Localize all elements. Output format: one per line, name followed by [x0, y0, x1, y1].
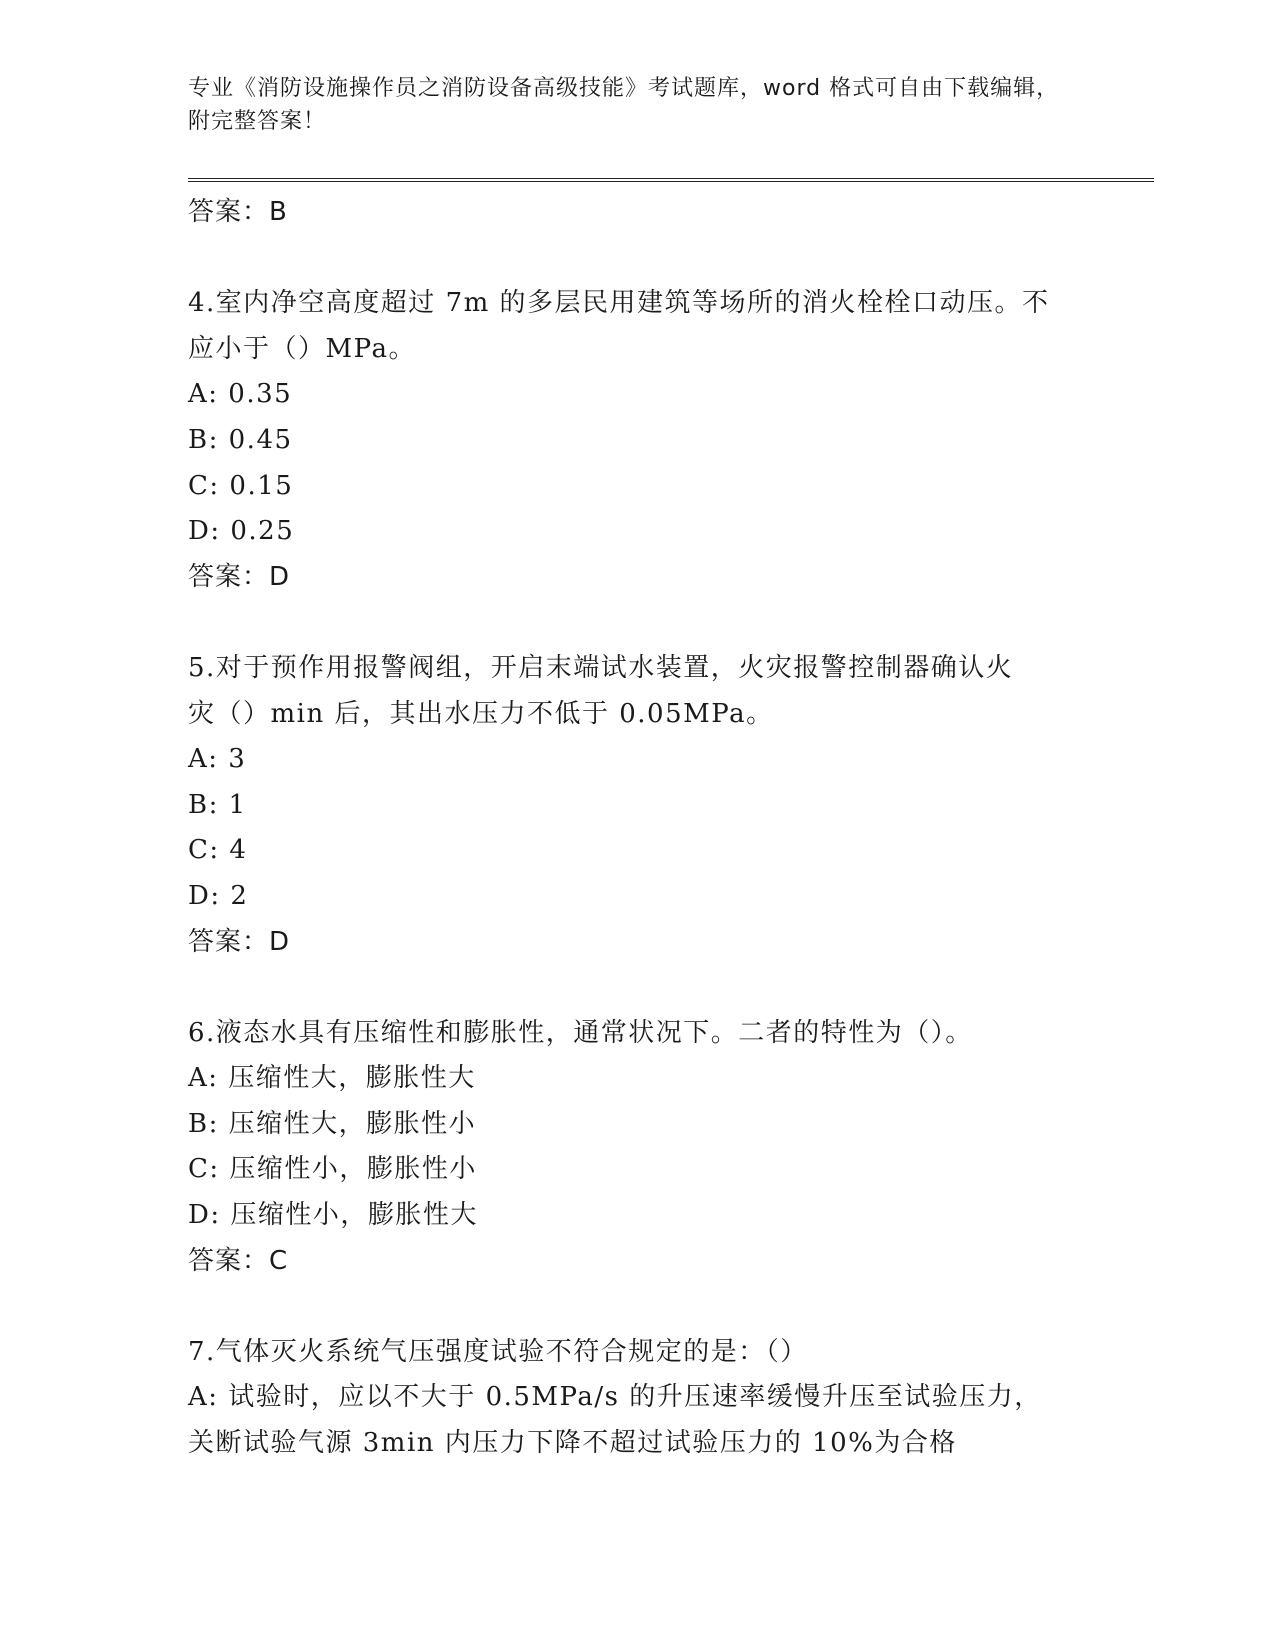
option-d: D: 0.25 [188, 516, 295, 547]
option-d: D: 2 [188, 880, 249, 911]
document-body [188, 190, 1088, 1467]
answer-line: 答案：C [188, 1245, 289, 1276]
option-b: B: 压缩性大，膨胀性小 [188, 1108, 477, 1139]
option-a: A: 压缩性大，膨胀性大 [188, 1063, 476, 1094]
option-c: C: 4 [188, 835, 248, 866]
answer-line: 答案：B [188, 197, 288, 227]
spacer [188, 1284, 1088, 1330]
question-text: 4.室内净空高度超过 7m 的多层民用建筑等场所的消火栓栓口动压。不 [188, 288, 1050, 319]
question-text: 应小于（）MPa。 [188, 333, 416, 364]
option-d: D: 压缩性小，膨胀性大 [188, 1200, 478, 1231]
option-a-continued: 关断试验气源 3min 内压力下降不超过试验压力的 10%为合格 [188, 1428, 957, 1459]
question-text: 灾（）min 后，其出水压力不低于 0.05MPa。 [188, 698, 774, 729]
answer-line: 答案：D [188, 926, 291, 957]
question-text: 5.对于预作用报警阀组，开启末端试水装置，火灾报警控制器确认火 [188, 652, 1014, 683]
option-b: B: 0.45 [188, 424, 293, 455]
question-text: 7.气体灭火系统气压强度试验不符合规定的是：（） [188, 1336, 808, 1367]
spacer [188, 965, 1088, 1011]
option-c: C: 压缩性小，膨胀性小 [188, 1154, 477, 1185]
question-text: 6.液态水具有压缩性和膨胀性，通常状况下。二者的特性为（）。 [188, 1017, 973, 1048]
spacer [188, 600, 1088, 646]
option-b: B: 1 [188, 789, 247, 820]
question-6 [188, 1011, 1088, 1285]
question-7 [188, 1330, 1088, 1467]
spacer [188, 236, 1088, 282]
header-text: 专业《消防设施操作员之消防设备高级技能》考试题库，word 格式可自由下载编辑，附完整答案！ [188, 76, 1060, 134]
option-a: A: 0.35 [188, 379, 293, 410]
option-c: C: 0.15 [188, 470, 294, 501]
option-a: A: 3 [188, 744, 247, 775]
question-5 [188, 646, 1088, 965]
header-divider [188, 178, 1154, 182]
question-4 [188, 281, 1088, 600]
answer-line: 答案：D [188, 561, 291, 592]
page-header [188, 72, 1068, 138]
option-a: A: 试验时，应以不大于 0.5MPa/s 的升压速率缓慢升压至试验压力， [188, 1382, 1042, 1413]
